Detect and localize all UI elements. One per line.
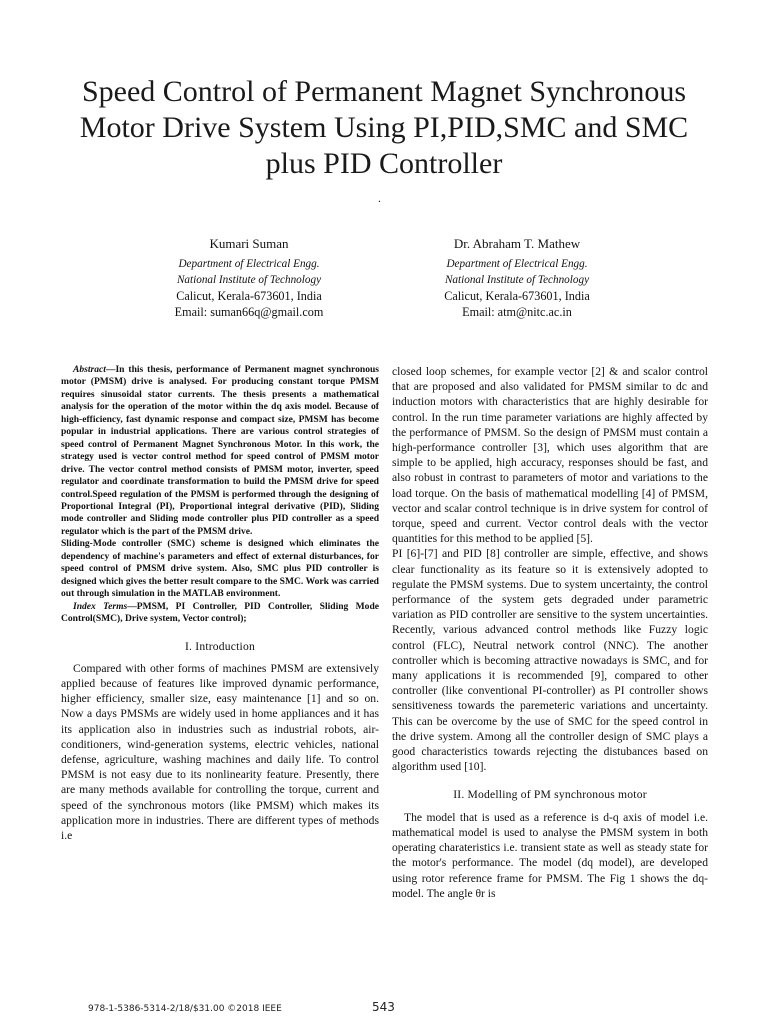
author-block-2 xyxy=(367,236,667,320)
author-email: Email: atm@nitc.ac.in xyxy=(462,305,572,319)
paper-title: Speed Control of Permanent Magnet Synchronous Motor Drive System Using PI,PID,SMC and SMC plus PID Controller xyxy=(79,75,689,180)
abstract-text: —In this thesis, performance of Permanent magnet synchronous motor (PMSM) drive is analysed. For producing constant torque PMSM requires sinusoidal stator currents. The thesis presents a mathematical analysis for the operation of the motor within the dq axis model. Because of high-efficiency, fast dynamic response and compact size, PMSM has become popular in industrial applications. There are various control strategies of speed control of Permanent Magnet Synchronous Motor. In this work, the strategy used is vector control method for speed control of PMSM motor drive. The vector control method consists of PMSM motor, inverter, speed regulator and coordinate transformation to build the PMSM drive for speed control.Speed regulation of the PMSM is performed through the designing of Proportional Integral (PI), Proportional integral derivative (PID), Sliding mode controller and Sliding mode controller plus PID controller as a speed regulator which is the part of the PMSM drive. xyxy=(61,364,379,537)
right-column xyxy=(392,364,708,901)
author-place: Calicut, Kerala-673601, India xyxy=(176,289,322,303)
copyright-footer: 978-1-5386-5314-2/18/$31.00 ©2018 IEEE xyxy=(88,1004,282,1014)
author-department: Department of Electrical Engg. xyxy=(446,258,588,270)
index-terms-text: —PMSM, PI Controller, PID Controller, Sliding Mode Control(SMC), Drive system, Vector control); xyxy=(61,600,379,625)
abstract-label: Abstract xyxy=(73,364,106,375)
author-institute: National Institute of Technology xyxy=(176,274,322,286)
body-paragraph: The model that is used as a reference is d-q axis of model i.e. mathematical model is used to analyse the PMSM system in both operating charateristics i.e. transient state as well as steady state for the motor's performance. The model (dq model), are developed using rotor reference frame for PMSM. The Fig 1 shows the dq-model. The angle θr is xyxy=(392,810,708,900)
author-email: Email: suman66q@gmail.com xyxy=(174,305,324,319)
body-paragraph: PI [6]-[7] and PID [8] controller are simple, effective, and shows clear functionality as its feature so it is extensively adopted to regulate the PMSM systems. Due to system uncertainty, the control performance of the system gets degraded under parametric variation as PID controller are sensitive to the system uncertainties. Recently, various advanced control methods like Fuzzy logic control (FLC), Neutral network control (NNC). The another controller which is becoming attractive nowadays is SMC, and for many applications it is recommended [9], compared to other controller (like conventional PI-controller) as PI controller shows sensitiveness towards the paremeteric variations and uncertainty. This can be overcome by the use of SMC for the speed control in the drive system. Among all the controller design of SMC plays a good characteristics towards rejecting the distubances based on algorithm used [10]. xyxy=(392,547,708,774)
author-institute: National Institute of Technology xyxy=(444,274,590,286)
abstract-paragraph xyxy=(61,364,379,538)
index-terms xyxy=(61,601,379,626)
author-department: Department of Electrical Engg. xyxy=(178,258,320,270)
author-name: Dr. Abraham T. Mathew xyxy=(453,236,581,251)
section-heading-introduction: I. Introduction xyxy=(185,639,255,653)
introduction-paragraph: Compared with other forms of machines PMSM are extensively applied because of features like improved dynamic performance, higher efficiency, smaller size, easy maintenance [1] and so on. Now a days PMSMs are widely used in home appliances and it has its application also in industries such as industrial robots, air-conditioners, wind-generation systems, electric vehicles, national defense, agriculture, washing machines and daily life. To control PMSM is not easy due to its nonlinearity feature. Presently, there are many methods available for controlling the torque, current and speed of the synchronous motors (like PMSM) which makes its application more in industries. There are different types of methods i.e xyxy=(61,661,379,842)
title-dot: . xyxy=(378,191,381,205)
page-number: 543 xyxy=(372,1000,395,1014)
author-name: Kumari Suman xyxy=(209,236,289,251)
author-block-1 xyxy=(99,236,399,320)
abstract-paragraph-2: Sliding-Mode controller (SMC) scheme is designed which eliminates the dependency of machine's parameters and effect of external disturbances, for speed control of PMSM drive system. Also, SMC plus PID controller is designed which gives the better result compare to the SMC. Work was carried out through simulation in the MATLAB environment. xyxy=(61,538,379,600)
section-heading-modelling: II. Modelling of PM synchronous motor xyxy=(453,788,647,802)
author-place: Calicut, Kerala-673601, India xyxy=(444,289,590,303)
index-terms-label: Index Terms xyxy=(73,600,128,612)
body-paragraph: closed loop schemes, for example vector [2] & and scalor control that are proposed and also validated for PMSM similar to dc and induction motors with characteristics that are highly desirable for control. In the run time parameter variations are highly affected by the performance of PMSM. So the design of PMSM must contain a high-performance controller [3], which uses algorithm that are simple to be applied, high accuracy, responses should be fast, and also robust in contrast to parameters of motor and variations to the load torque. On the basis of mathematical modelling [4] of PMSM, vector and scalar control technique is in drive system for control of torque, speed and current. Vector control deals with the vector quantities for this method to be applied [5]. xyxy=(392,365,708,546)
left-column xyxy=(61,364,379,843)
